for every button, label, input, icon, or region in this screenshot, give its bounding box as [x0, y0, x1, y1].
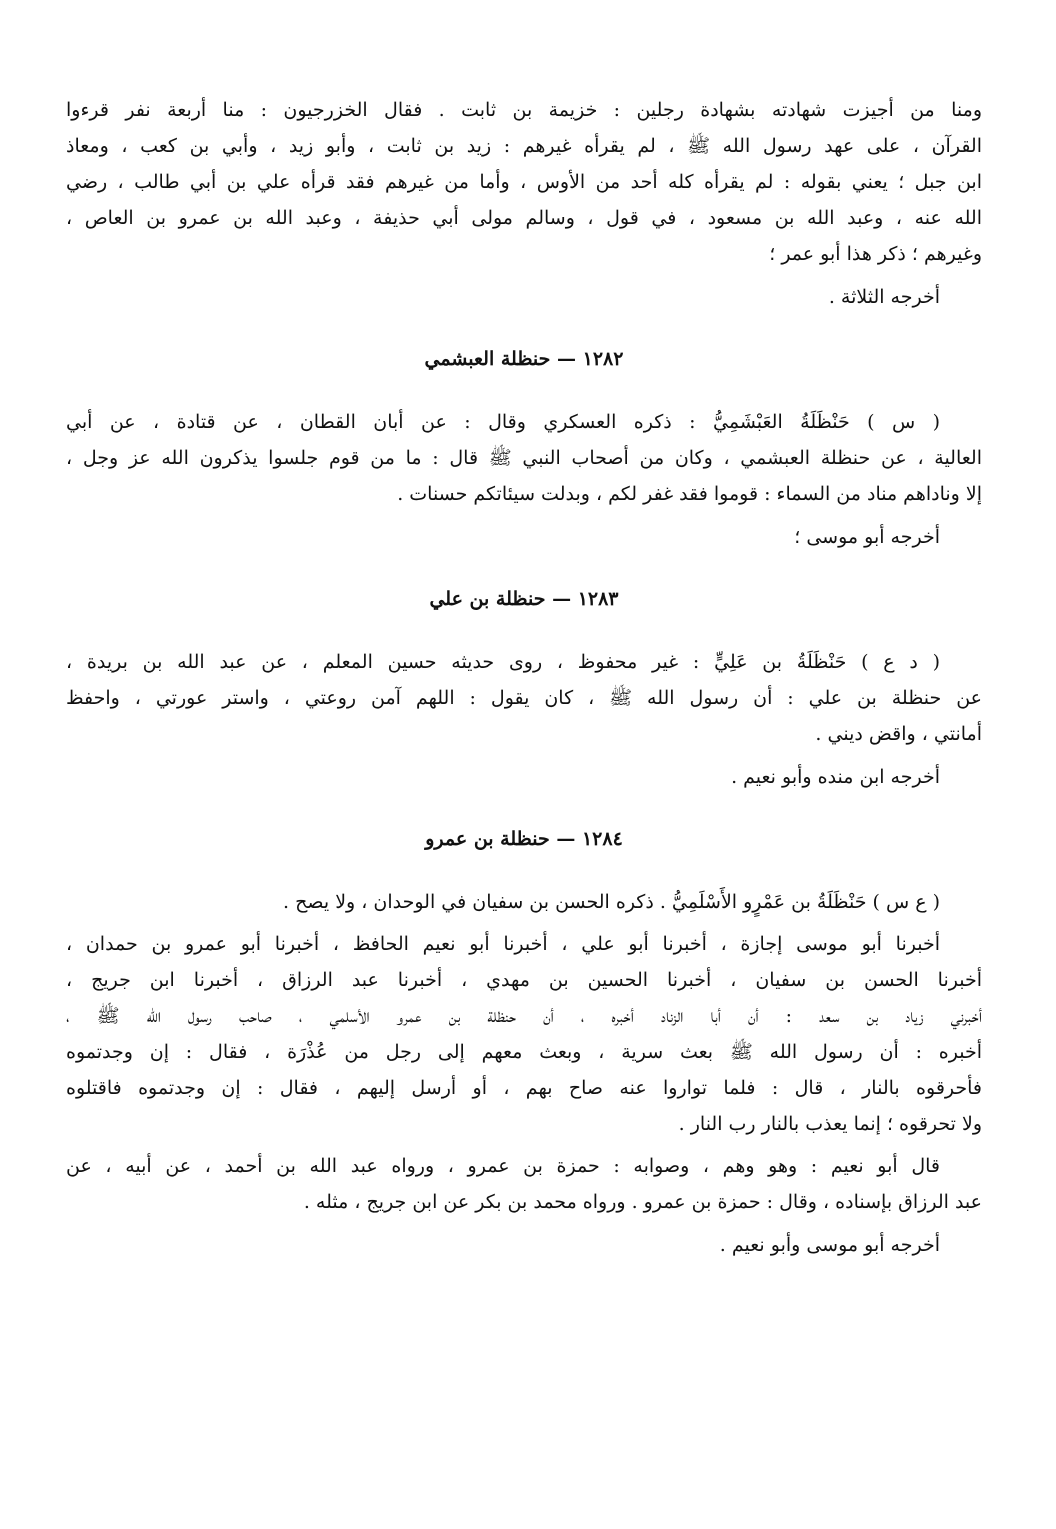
source-note: أخرجه ابن منده وأبو نعيم .	[731, 766, 940, 788]
text-line: أمانتي ، واقض ديني .	[815, 723, 982, 745]
text-line: أخبرنا الحسن بن سفيان ، أخبرنا الحسين بن مهدي ، أخبرنا عبد الرزاق ، أخبرنا ابن جريج ،	[66, 969, 982, 991]
text-line: فأحرقوه بالنار ، قال : فلما تواروا عنه صاح بهم ، أو أرسل إليهم ، فقال : إن وجدتموه فاقتلوه	[66, 1077, 982, 1099]
text-line: ولا تحرقوه ؛ إنما يعذب بالنار رب النار .	[678, 1113, 982, 1135]
continuation-paragraph	[66, 92, 982, 272]
text-line: أخبرنا أبو موسى إجازة ، أخبرنا أبو علي ، أخبرنا أبو نعيم الحافظ ، أخبرنا أبو عمرو بن حمدان ،	[66, 933, 940, 955]
book-page	[66, 92, 982, 1262]
entry-paragraph-1283	[66, 644, 982, 752]
text-line: القرآن ، على عهد رسول الله ﷺ ، لم يقرأه غيرهم : زيد بن ثابت ، وأبو زيد ، وأبي بن كعب ، ومعاذ	[66, 135, 982, 157]
text-line: الله عنه ، وعبد الله بن مسعود ، في قول ، وسالم مولى أبي حذيفة ، وعبد الله بن عمرو بن العاص ،	[66, 207, 982, 229]
entry-title-1283: ١٢٨٣ — حنظلة بن علي	[429, 588, 619, 610]
source-note: أخرجه أبو موسى ؛	[794, 526, 940, 548]
text-line: العالية ، عن حنظلة العبشمي ، وكان من أصحاب النبي ﷺ قال : ما من قوم جلسوا يذكرون الله عز وجل ،	[66, 447, 982, 469]
text-line: أخبرني زياد بن سعد : أن أبا الزناد أخبره ، أن حنظلة بن عمرو الأسلمي ، صاحب رسول الله ﷺ ،	[66, 1005, 982, 1027]
text-line: ( د ع ) حَنْظَلَةُ بن عَلِيٍّ : غير محفوظ ، روى حديثه حسين المعلم ، عن عبد الله بن بريدة ،	[66, 651, 940, 673]
entry-paragraph-1282	[66, 404, 982, 512]
text-line: عبد الرزاق بإسناده ، وقال : حمزة بن عمرو . ورواه محمد بن بكر عن ابن جريج ، مثله .	[303, 1191, 982, 1213]
text-line: ابن جبل ؛ يعني بقوله : لم يقرأه كله أحد من الأوس ، وأما من غيرهم فقد قرأه علي بن أبي طالب ، رضي	[66, 171, 982, 193]
entry-intro-1284	[66, 884, 982, 920]
text-line: إلا وناداهم مناد من السماء : قوموا فقد غفر لكم ، وبدلت سيئاتكم حسنات .	[397, 483, 982, 505]
entry-title-1284: ١٢٨٤ — حنظلة بن عمرو	[425, 828, 623, 850]
entry-title-1282: ١٢٨٢ — حنظلة العبشمي	[424, 348, 624, 370]
entry-paragraph-1284	[66, 926, 982, 1142]
source-note: أخرجه الثلاثة .	[828, 286, 940, 308]
text-line: قال أبو نعيم : وهو وهم ، وصوابه : حمزة بن عمرو ، ورواه عبد الله بن أحمد ، عن أبيه ، عن	[66, 1155, 940, 1177]
text-line: عن حنظلة بن علي : أن رسول الله ﷺ ، كان يقول : اللهم آمن روعتي ، واستر عورتي ، واحفظ	[66, 687, 982, 709]
entry-note-1284	[66, 1148, 982, 1220]
text-line: وغيرهم ؛ ذكر هذا أبو عمر ؛	[769, 243, 982, 265]
text-line: ( س ) حَنْظَلَةُ العَبْشَمِيُّ : ذكره العسكري وقال : عن أبان القطان ، عن قتادة ، عن أبي	[66, 411, 940, 433]
text-line: ( ع س ) حَنْظَلَةُ بن عَمْرٍو الأَسْلَمِيُّ . ذكره الحسن بن سفيان في الوحدان ، ولا يصح .	[283, 891, 940, 913]
text-line: ومنا من أجيزت شهادته بشهادة رجلين : خزيمة بن ثابت . فقال الخزرجيون : منا أربعة نفر قرءوا	[66, 99, 982, 121]
source-note: أخرجه أبو موسى وأبو نعيم .	[719, 1234, 940, 1256]
text-line: أخبره : أن رسول الله ﷺ بعث سرية ، وبعث معهم إلى رجل من عُذْرَة ، فقال : إن وجدتموه	[66, 1041, 982, 1063]
